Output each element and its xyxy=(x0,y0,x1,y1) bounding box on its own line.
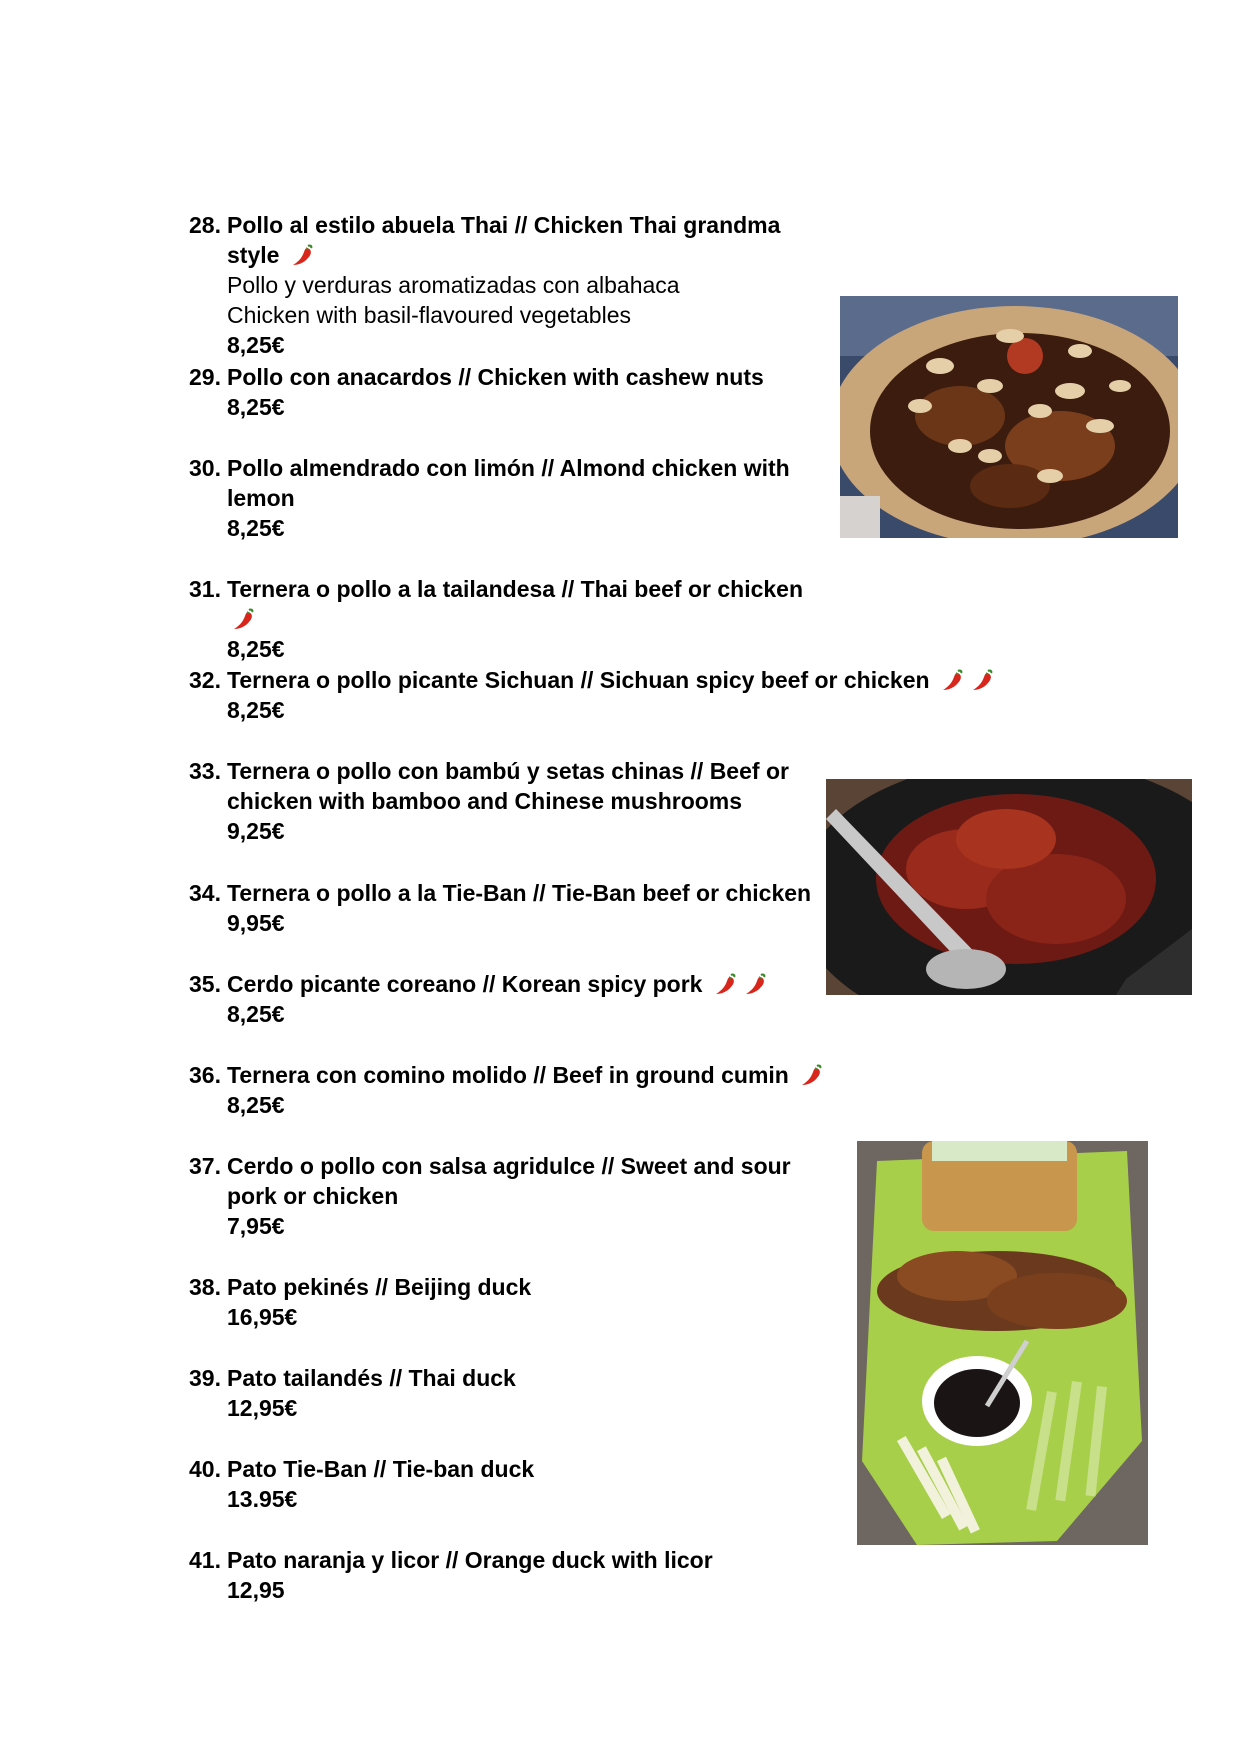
item-title: Ternera o pollo con bambú y setas chinas // Beef or chicken with bamboo and Chinese mushrooms xyxy=(227,758,789,814)
item-title: Pollo al estilo abuela Thai // Chicken Thai grandma style xyxy=(227,212,781,268)
item-description: Pollo y verduras aromatizadas con albahaca xyxy=(227,272,680,298)
chili-pepper-icon xyxy=(970,667,996,693)
menu-item xyxy=(189,362,829,422)
menu-item xyxy=(189,878,829,938)
item-number: 35. xyxy=(189,971,221,997)
chili-pepper-icon xyxy=(713,971,739,997)
item-price: 8,25€ xyxy=(227,332,285,358)
item-price: 9,95€ xyxy=(227,910,285,936)
item-title: Ternera con comino molido // Beef in ground cumin xyxy=(227,1060,829,1090)
item-number: 29. xyxy=(189,364,221,390)
chili-pepper-icon xyxy=(290,242,316,268)
menu-item xyxy=(189,453,829,543)
item-price: 9,25€ xyxy=(227,818,285,844)
item-price: 16,95€ xyxy=(227,1304,298,1330)
item-number: 31. xyxy=(189,576,221,602)
chili-pepper-icon xyxy=(231,606,257,632)
chili-pepper-icon xyxy=(940,667,966,693)
item-number: 37. xyxy=(189,1153,221,1179)
menu-item xyxy=(189,1545,829,1605)
item-title: Pato pekinés // Beijing duck xyxy=(227,1274,532,1300)
item-price: 12,95 xyxy=(227,1577,285,1603)
menu-item xyxy=(189,756,829,846)
item-number: 33. xyxy=(189,758,221,784)
item-number: 41. xyxy=(189,1547,221,1573)
item-title: Ternera o pollo picante Sichuan // Sichuan spicy beef or chicken xyxy=(227,665,1009,695)
item-title: Ternera o pollo a la Tie-Ban // Tie-Ban beef or chicken xyxy=(227,880,812,906)
chili-pepper-icon xyxy=(743,971,769,997)
menu-item xyxy=(189,1060,829,1120)
item-price: 8,25€ xyxy=(227,697,285,723)
item-number: 36. xyxy=(189,1062,221,1088)
menu-item xyxy=(189,1363,829,1423)
item-price: 12,95€ xyxy=(227,1395,298,1421)
item-price: 8,25€ xyxy=(227,515,285,541)
item-title: Pato Tie-Ban // Tie-ban duck xyxy=(227,1456,535,1482)
menu-item xyxy=(189,1272,829,1332)
item-number: 40. xyxy=(189,1456,221,1482)
menu-item xyxy=(189,210,829,360)
cashew-chicken-photo xyxy=(840,296,1178,538)
chili-pepper-icon xyxy=(799,1062,825,1088)
menu-item xyxy=(189,665,1009,725)
item-price: 8,25€ xyxy=(227,1001,285,1027)
item-number: 38. xyxy=(189,1274,221,1300)
item-price: 7,95€ xyxy=(227,1213,285,1239)
menu-item xyxy=(189,1454,829,1514)
menu-item xyxy=(189,574,829,664)
item-title: Pato tailandés // Thai duck xyxy=(227,1365,516,1391)
item-description: Chicken with basil-flavoured vegetables xyxy=(227,302,631,328)
item-title: Pollo almendrado con limón // Almond chicken with lemon xyxy=(227,455,790,511)
item-title: Pollo con anacardos // Chicken with cashew nuts xyxy=(227,364,764,390)
peking-duck-photo xyxy=(857,1141,1148,1545)
item-title: Ternera o pollo a la tailandesa // Thai beef or chicken xyxy=(227,574,829,634)
item-title: Cerdo picante coreano // Korean spicy pork xyxy=(227,969,829,999)
item-title: Pato naranja y licor // Orange duck with licor xyxy=(227,1547,713,1573)
menu-item xyxy=(189,969,829,1029)
item-title: Cerdo o pollo con salsa agridulce // Sweet and sour pork or chicken xyxy=(227,1153,791,1209)
item-price: 8,25€ xyxy=(227,394,285,420)
spicy-beef-photo xyxy=(826,779,1192,995)
item-price: 8,25€ xyxy=(227,1092,285,1118)
menu-item xyxy=(189,1151,829,1241)
item-number: 30. xyxy=(189,455,221,481)
item-number: 28. xyxy=(189,212,221,238)
item-number: 32. xyxy=(189,667,221,693)
item-price: 13.95€ xyxy=(227,1486,298,1512)
item-price: 8,25€ xyxy=(227,636,285,662)
item-number: 34. xyxy=(189,880,221,906)
item-number: 39. xyxy=(189,1365,221,1391)
